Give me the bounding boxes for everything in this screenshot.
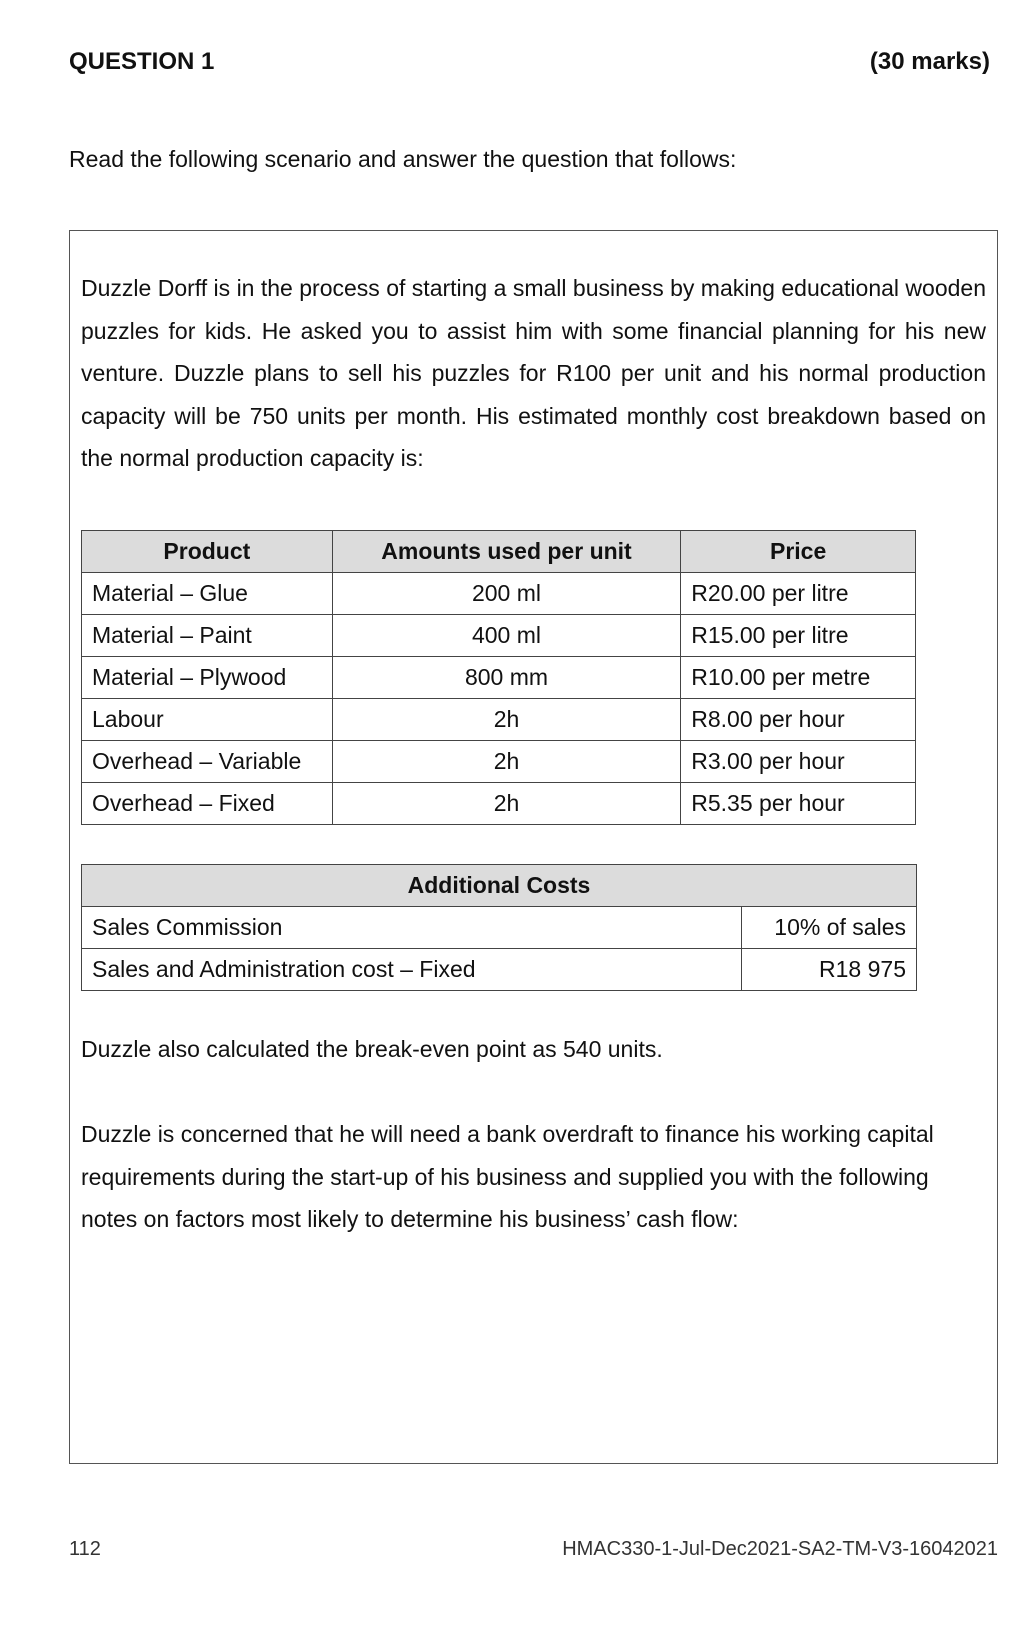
table-row: [82, 949, 917, 991]
column-header-product: Product: [82, 531, 333, 573]
cost-value-cell: 10% of sales: [742, 907, 917, 949]
price-cell: R15.00 per litre: [681, 615, 916, 657]
price-cell: R5.35 per hour: [681, 783, 916, 825]
product-cell: Material – Plywood: [82, 657, 333, 699]
cost-breakdown-table: [81, 530, 916, 825]
table-row: [82, 783, 916, 825]
price-cell: R8.00 per hour: [681, 699, 916, 741]
additional-costs-header: Additional Costs: [82, 865, 917, 907]
document-reference: HMAC330-1-Jul-Dec2021-SA2-TM-V3-16042021: [562, 1538, 998, 1560]
question-title: QUESTION 1: [69, 48, 215, 75]
scenario-box: [69, 230, 998, 1464]
question-marks: (30 marks): [869, 48, 990, 75]
table-row: [82, 907, 917, 949]
product-cell: Labour: [82, 699, 333, 741]
product-cell: Overhead – Fixed: [82, 783, 333, 825]
table-row: [82, 741, 916, 783]
scenario-paragraph-main: Duzzle Dorff is in the process of starting a small business by making educational wooden puzzles for kids. He asked you to assist him with some financial planning for his new venture. Duzzle plans to sell his puzzles for R100 per unit and his normal production capacity will be 750 units per month. His estimated monthly cost breakdown based on the normal production capacity is:: [81, 275, 986, 471]
amount-cell: 2h: [332, 699, 681, 741]
product-cell: Material – Glue: [82, 573, 333, 615]
cost-value-cell: R18 975: [742, 949, 917, 991]
amount-cell: 2h: [332, 741, 681, 783]
page-number: 112: [69, 1538, 101, 1560]
intro-text: Read the following scenario and answer the question that follows:: [69, 146, 737, 172]
table-row: [82, 573, 916, 615]
breakeven-paragraph: Duzzle also calculated the break-even point as 540 units.: [81, 1036, 663, 1062]
price-cell: R20.00 per litre: [681, 573, 916, 615]
table-header-row: [82, 865, 917, 907]
table-row: [82, 615, 916, 657]
concern-paragraph: Duzzle is concerned that he will need a bank overdraft to finance his working capital requirements during the start-up of his business and supplied you with the following notes on factors most likely to determine his business’ cash flow:: [81, 1121, 934, 1232]
product-cell: Overhead – Variable: [82, 741, 333, 783]
product-cell: Material – Paint: [82, 615, 333, 657]
column-header-price: Price: [681, 531, 916, 573]
table-row: [82, 657, 916, 699]
amount-cell: 400 ml: [332, 615, 681, 657]
amount-cell: 200 ml: [332, 573, 681, 615]
table-row: [82, 699, 916, 741]
table-header-row: [82, 531, 916, 573]
column-header-amounts: Amounts used per unit: [332, 531, 681, 573]
cost-item-cell: Sales Commission: [82, 907, 742, 949]
amount-cell: 800 mm: [332, 657, 681, 699]
price-cell: R3.00 per hour: [681, 741, 916, 783]
cost-item-cell: Sales and Administration cost – Fixed: [82, 949, 742, 991]
price-cell: R10.00 per metre: [681, 657, 916, 699]
amount-cell: 2h: [332, 783, 681, 825]
additional-costs-table: [81, 864, 917, 991]
